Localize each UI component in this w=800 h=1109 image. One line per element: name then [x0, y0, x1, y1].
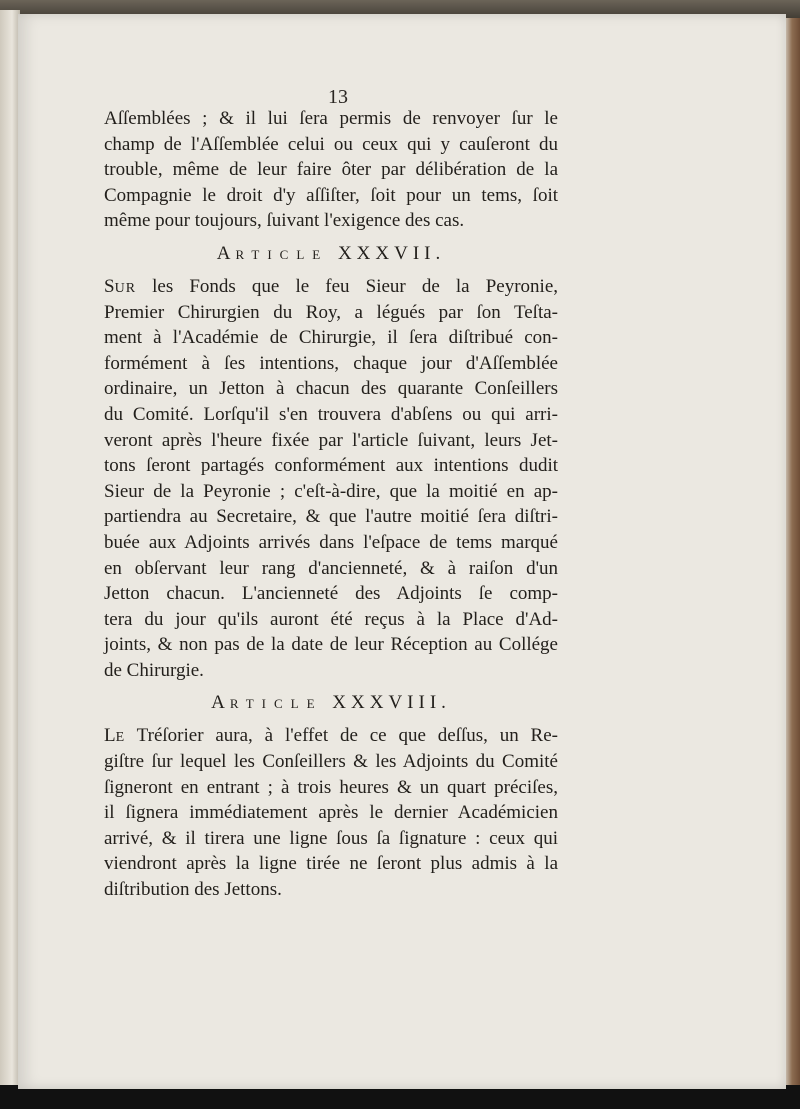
text-line: ſigneront en entrant ; à trois heures & un quart préciſes,	[104, 776, 558, 798]
book-fore-edge	[784, 18, 800, 1098]
heading-number: XXXVIII.	[332, 692, 451, 714]
text-line: Sieur de la Peyronie ; c'eſt-à-dire, que la moitié en ap-	[104, 480, 558, 502]
text-line: partiendra au Secretaire, & que l'autre moitié ſera diſtri-	[104, 506, 558, 528]
text-line: diſtribution des Jettons.	[104, 879, 282, 901]
heading-word: RTICLE	[229, 696, 323, 712]
text-line: il ſignera immédiatement après le dernier Académicien	[104, 802, 558, 824]
page-text	[104, 106, 558, 903]
text-line	[104, 274, 558, 300]
text-line: du Comité. Lorſqu'il s'en trouvera d'abſens ou qui arri-	[104, 403, 558, 425]
text-line: arrivé, & il tirera une ligne ſous ſa ſignature : ceux qui	[104, 827, 558, 849]
text-line	[104, 723, 558, 749]
lead-smallcaps: E	[115, 730, 126, 746]
text-line: formément à ſes intentions, chaque jour d'Aſſemblée	[104, 352, 558, 374]
text-line: Jetton chacun. L'ancienneté des Adjoints ſe comp-	[104, 583, 558, 605]
paragraph-2	[104, 274, 558, 684]
text-line: tons ſeront partagés conformément aux intentions dudit	[104, 455, 558, 477]
heading-number: XXXVII.	[337, 242, 446, 264]
text-line: joints, & non pas de la date de leur Réception au Collége	[104, 634, 558, 656]
left-page-edge	[0, 10, 20, 1085]
text-line: en obſervant leur rang d'ancienneté, & à raiſon d'un	[104, 557, 558, 579]
text-line: ment à l'Académie de Chirurgie, il ſera diſtribué con-	[104, 327, 558, 349]
article-heading-38	[104, 683, 558, 723]
heading-initial: A	[211, 692, 230, 714]
text-line: veront après l'heure fixée par l'article ſuivant, leurs Jet-	[104, 429, 558, 451]
text-line: champ de l'Aſſemblée celui ou ceux qui y cauſeront du	[104, 133, 558, 155]
text-line: de Chirurgie.	[104, 659, 204, 681]
text-line-rest: Tréſorier aura, à l'effet de ce que deſſus, un Re-	[125, 725, 558, 747]
heading-initial: A	[216, 242, 236, 264]
paragraph-1	[104, 106, 558, 234]
text-line: Premier Chirurgien du Roy, a légués par ſon Teſta-	[104, 301, 558, 323]
article-heading-37	[104, 234, 558, 274]
lead-initial: S	[104, 275, 115, 297]
text-line: trouble, même de leur faire ôter par délibération de la	[104, 159, 558, 181]
lead-initial: L	[104, 725, 116, 747]
text-line: Compagnie le droit d'y aſſiſter, ſoit pour un tems, ſoit	[104, 184, 558, 206]
book-page	[18, 14, 786, 1089]
text-line: buée aux Adjoints arrivés dans l'eſpace de tems marqué	[104, 531, 558, 553]
paragraph-3	[104, 723, 558, 902]
text-line-rest: les Fonds que le feu Sieur de la Peyronie,	[136, 275, 558, 297]
text-line: tera du jour qu'ils auront été reçus à la Place d'Ad-	[104, 608, 558, 630]
text-line: ordinaire, un Jetton à chacun des quarante Conſeillers	[104, 378, 558, 400]
page-number: 13	[328, 86, 348, 108]
text-line: viendront après la ligne tirée ne ſeront plus admis à la	[104, 853, 558, 875]
text-line: Aſſemblées ; & il lui ſera permis de renvoyer ſur le	[104, 108, 558, 129]
text-line: giſtre ſur lequel les Conſeillers & les Adjoints du Comité	[104, 751, 558, 773]
text-line: même pour toujours, ſuivant l'exigence des cas.	[104, 210, 465, 232]
heading-word: RTICLE	[235, 246, 329, 262]
lead-smallcaps: UR	[114, 280, 137, 296]
